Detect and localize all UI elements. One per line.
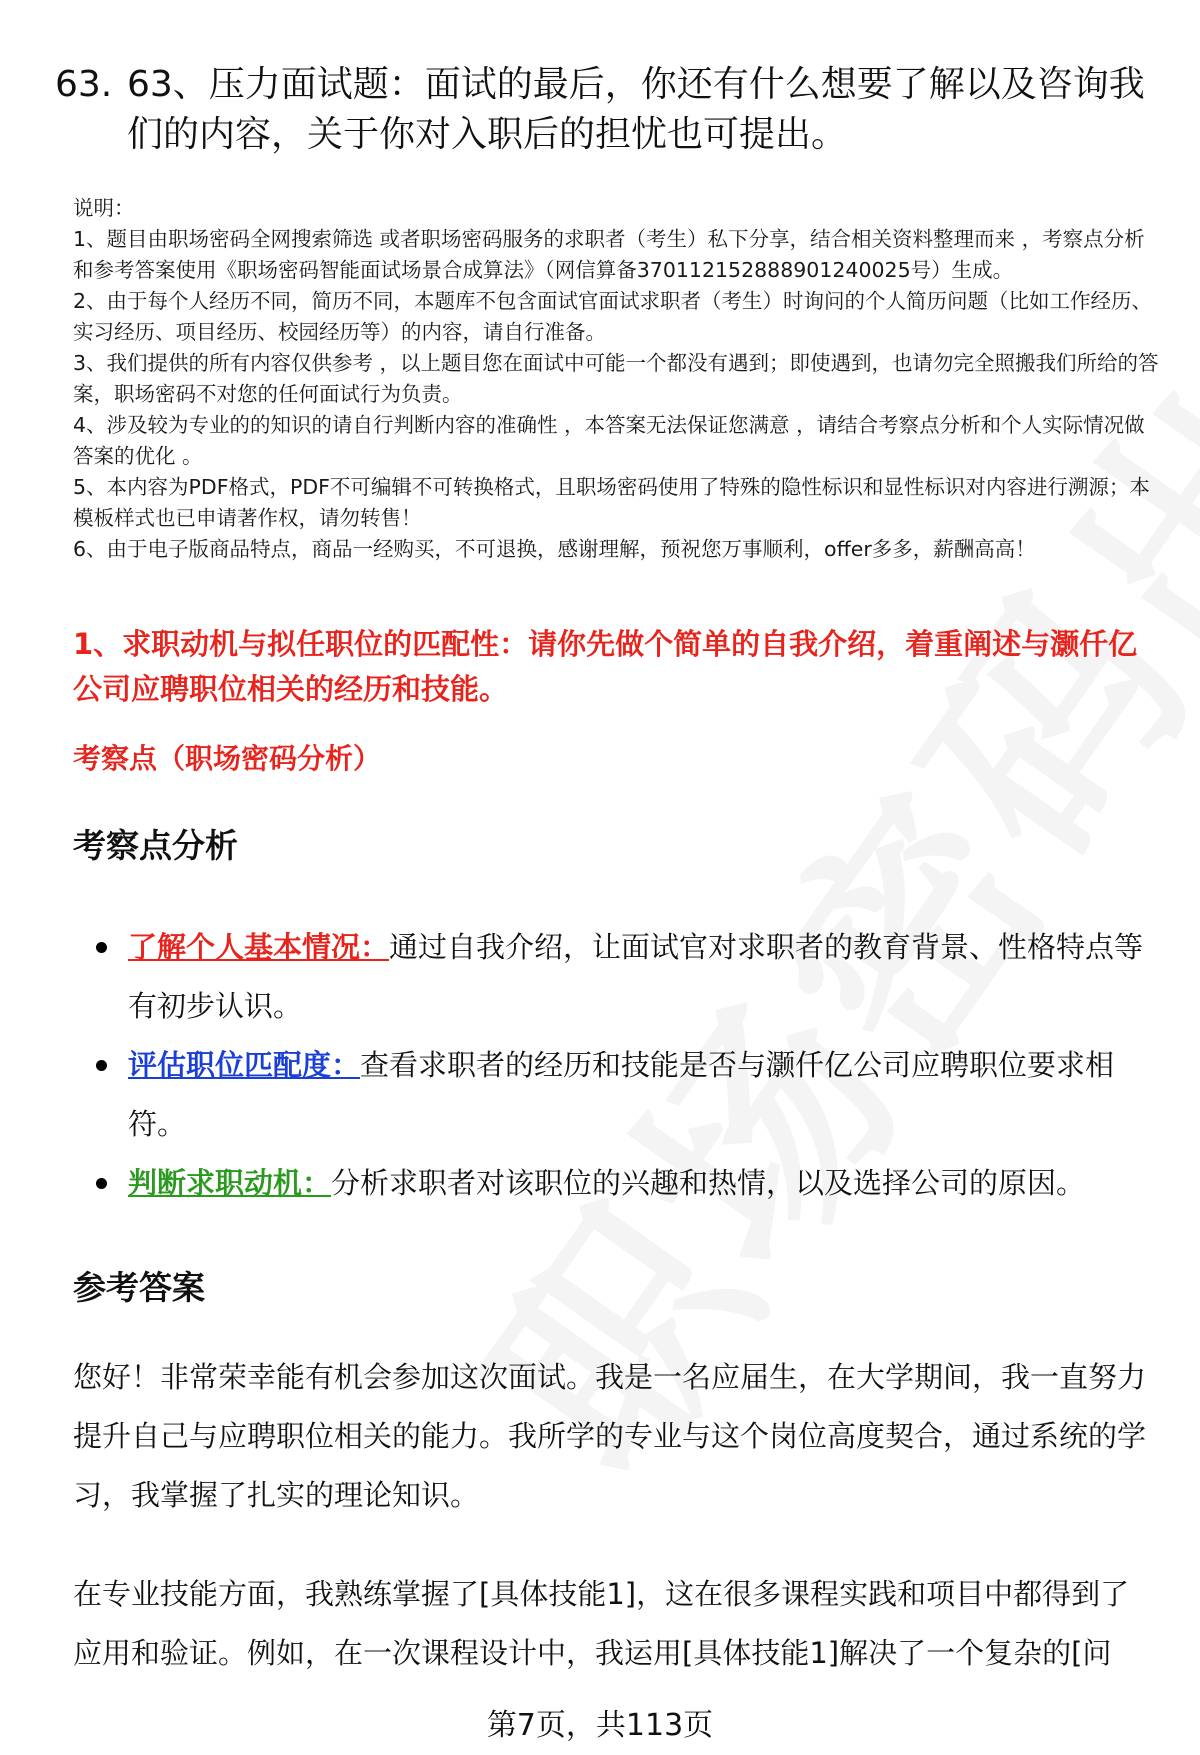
question-number: 63. (55, 64, 113, 105)
bullet-text: 通过自我介绍，让面试官对求职者的教育背景、性格特点等有初步认识。 (128, 930, 1144, 1023)
interview-question: 1、求职动机与拟任职位的匹配性：请你先做个简单的自我介绍，着重阐述与灏仟亿公司应聘职位相关的经历和技能。 (73, 627, 1138, 706)
note-item: 3、我们提供的所有内容仅供参考 ，以上题目您在面试中可能一个都没有遇到；即使遇到，也请勿完全照搬我们所给的答案，职场密码不对您的任何面试行为负责。 (73, 351, 1159, 406)
answer-heading: 参考答案 (73, 1268, 205, 1307)
analysis-heading: 考察点分析 (73, 826, 238, 865)
note-item: 2、由于每个人经历不同，简历不同，本题库不包含面试官面试求职者（考生）时询问的个人简历问题（比如工作经历、实习经历、项目经历、校园经历等）的内容，请自行准备。 (73, 289, 1153, 344)
page-footer: 第7页，共113页 (486, 1708, 714, 1743)
list-item (96, 1154, 1156, 1213)
analysis-list (96, 918, 1156, 1213)
note-item: 6、由于电子版商品特点，商品一经购买，不可退换，感谢理解，预祝您万事顺利，offer多多，薪酬高高！ (73, 537, 1036, 561)
list-item (96, 1036, 1156, 1154)
bullet-icon (96, 1060, 107, 1071)
note-item: 5、本内容为PDF格式，PDF不可编辑不可转换格式，且职场密码使用了特殊的隐性标识和显性标识对内容进行溯源；本模板样式也已申请著作权，请勿转售！ (73, 475, 1150, 530)
bullet-label: 判断求职动机： (128, 1166, 332, 1200)
notes-title: 说明： (73, 196, 135, 220)
answer-paragraph: 在专业技能方面，我熟练掌握了[具体技能1]，这在很多课程实践和项目中都得到了应用和验证。例如，在一次课程设计中，我运用[具体技能1]解决了一个复杂的[问 (73, 1577, 1130, 1670)
bullet-icon (96, 1178, 107, 1189)
question-text: 63、压力面试题：面试的最后，你还有什么想要了解以及咨询我们的内容，关于你对入职后的担忧也可提出。 (127, 64, 1145, 155)
bullet-label: 了解个人基本情况： (128, 930, 390, 964)
bullet-icon (96, 942, 107, 953)
note-item: 4、涉及较为专业的的知识的请自行判断内容的准确性 ，本答案无法保证您满意 ，请结合考察点分析和个人实际情况做答案的优化 。 (73, 413, 1145, 468)
note-item: 1、题目由职场密码全网搜索筛选 或者职场密码服务的求职者（考生）私下分享，结合相关资料整理而来 ，考察点分析和参考答案使用《职场密码智能面试场景合成算法》（网信算备370112152888901240025号）生成。 (73, 227, 1145, 282)
bullet-text: 分析求职者对该职位的兴趣和热情，以及选择公司的原因。 (331, 1166, 1086, 1200)
analysis-source-title: 考察点（职场密码分析） (73, 742, 382, 775)
notes-block (73, 193, 1163, 565)
question-title (55, 60, 1155, 160)
answer-paragraph: 您好！非常荣幸能有机会参加这次面试。我是一名应届生，在大学期间，我一直努力提升自己与应聘职位相关的能力。我所学的专业与这个岗位高度契合，通过系统的学习，我掌握了扎实的理论知识。 (73, 1360, 1147, 1512)
bullet-label: 评估职位匹配度： (128, 1048, 361, 1082)
bullet-text: 查看求职者的经历和技能是否与灏仟亿公司应聘职位要求相符。 (128, 1048, 1115, 1141)
list-item (96, 918, 1156, 1036)
